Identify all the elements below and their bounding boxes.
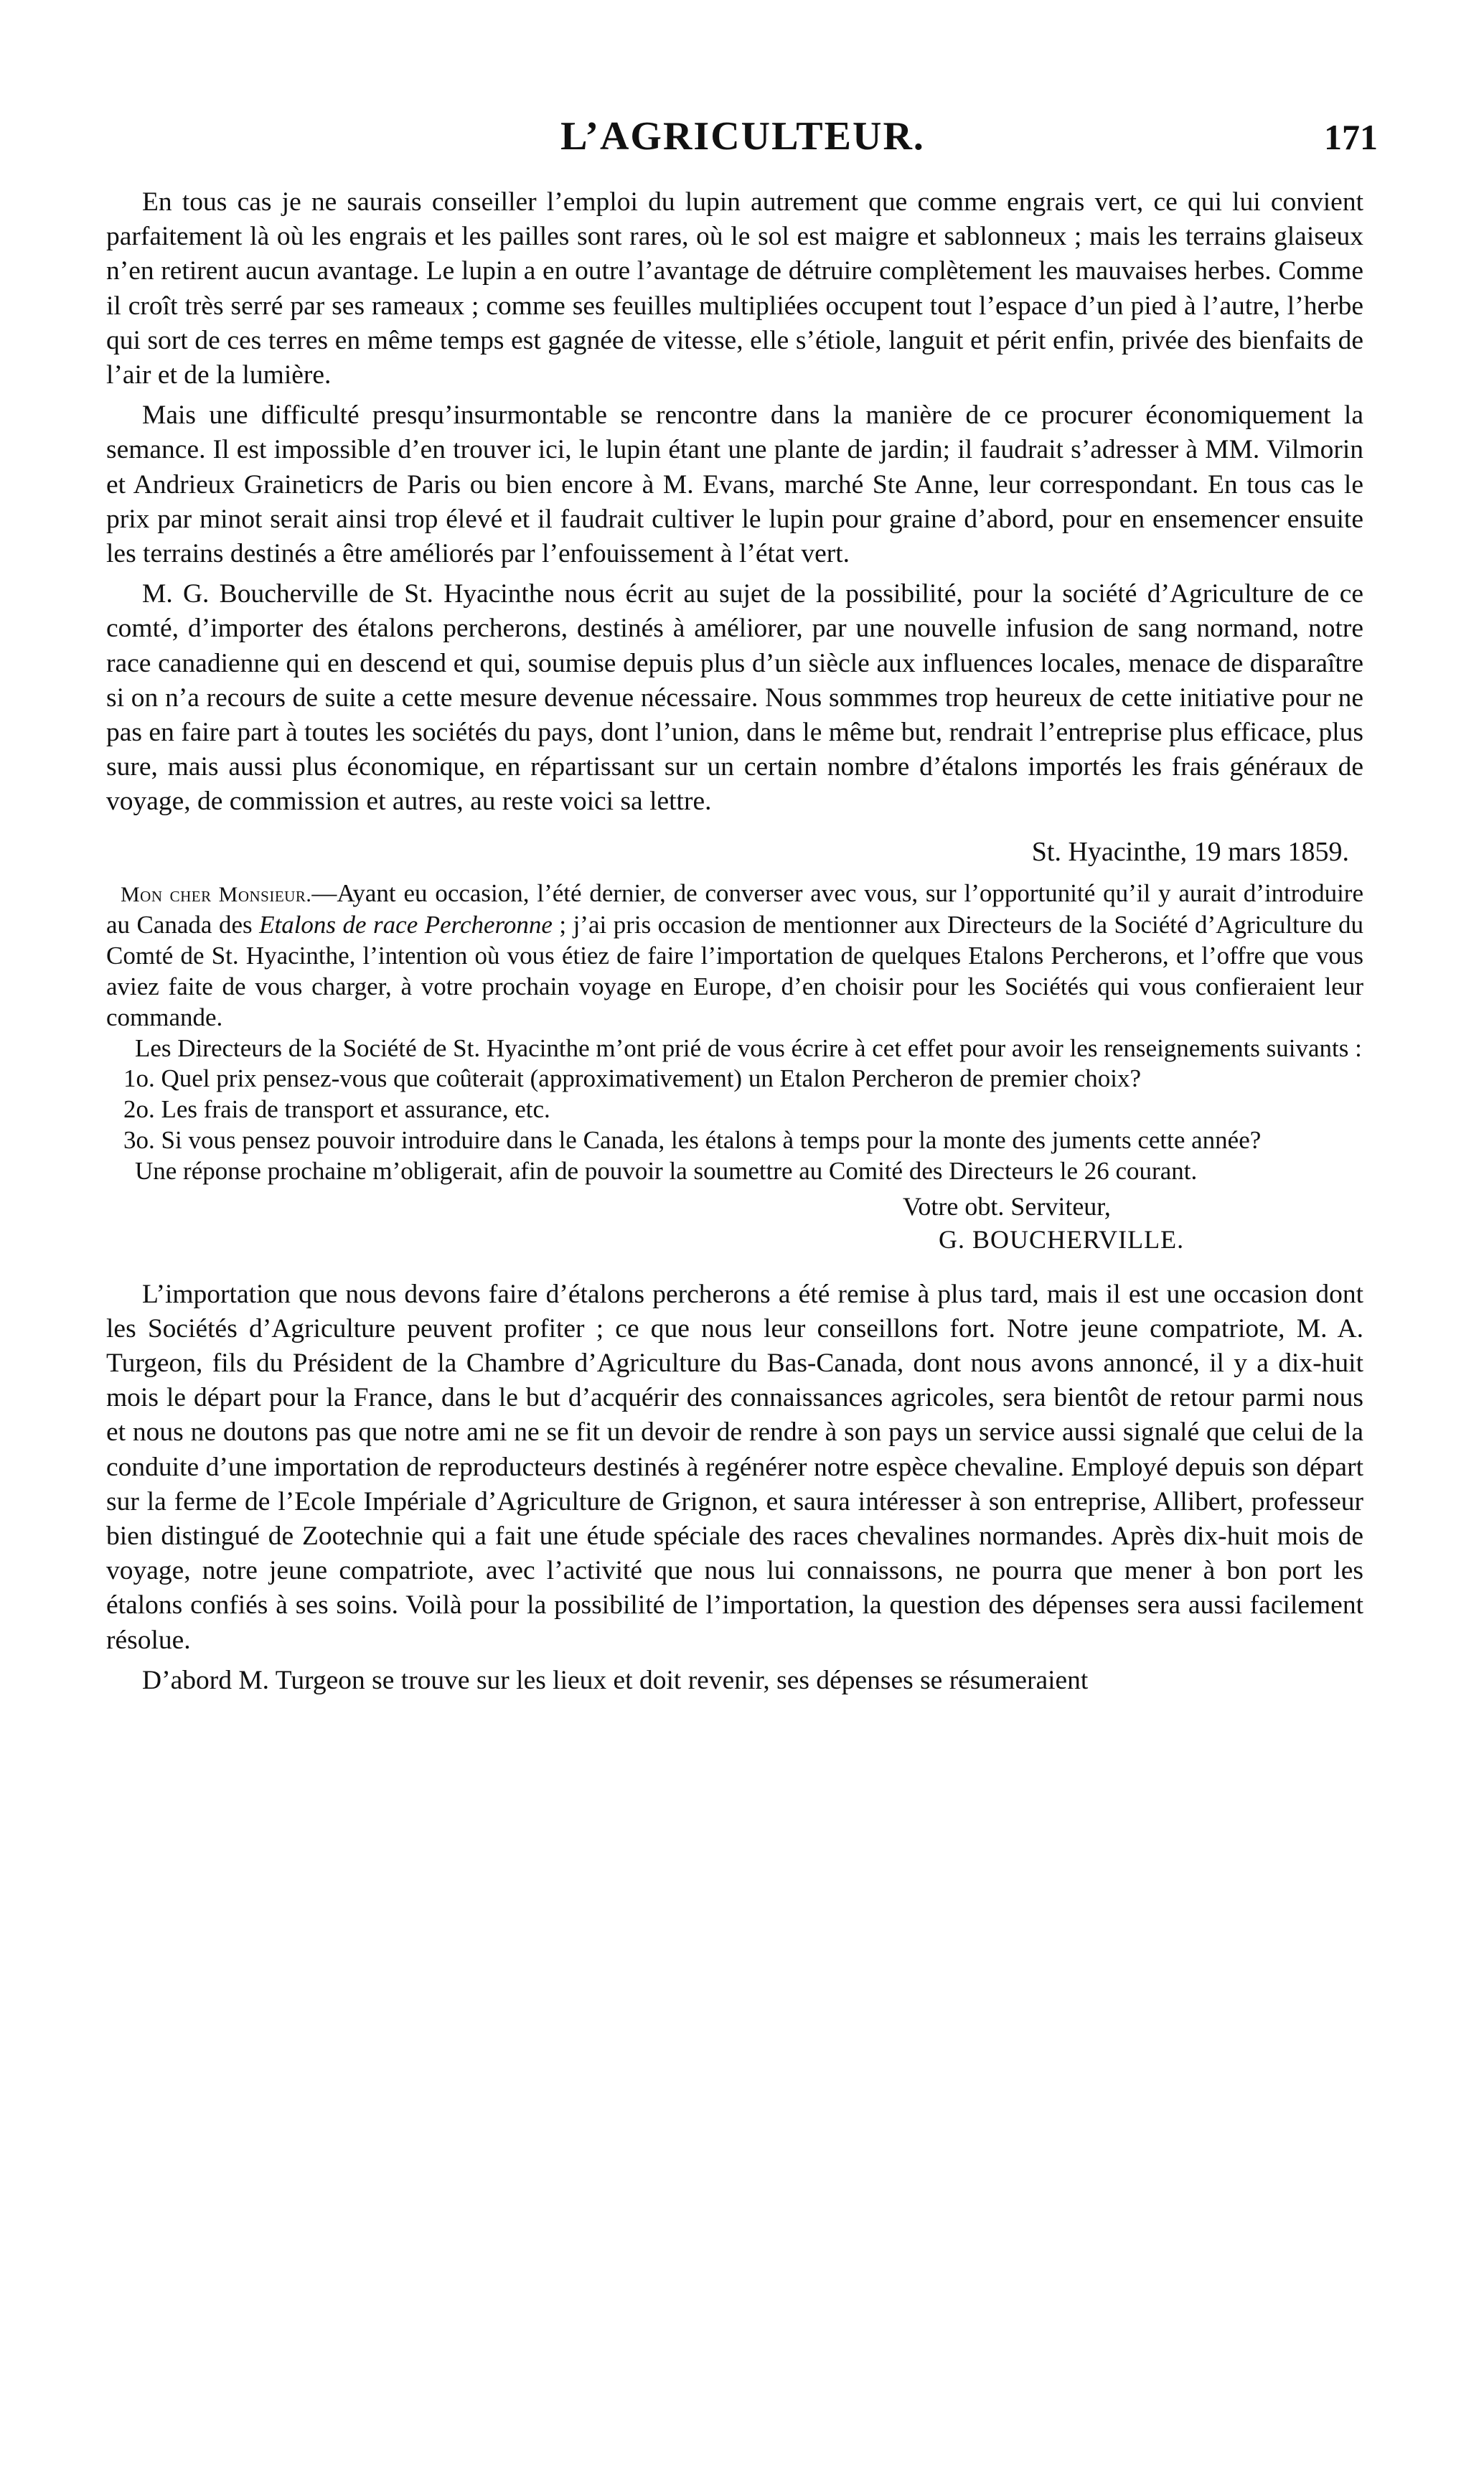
letter-italic-phrase: Etalons de race Percheronne bbox=[259, 911, 553, 939]
letter-salutation: Mon cher Monsieur. bbox=[121, 882, 312, 906]
letter-opening-paragraph bbox=[106, 878, 1363, 1033]
page-header bbox=[108, 113, 1378, 178]
letter-question-1: 1o. Quel prix pensez-vous que coûterait (approximativement) un Etalon Percheron de premier choix? bbox=[123, 1064, 1141, 1093]
letter-closing: Votre obt. Serviteur, bbox=[903, 1191, 1111, 1221]
paragraph-seed-difficulty: Mais une difficulté presqu’insurmontable se rencontre dans la manière de ce procurer économiquement la semance. Il est impossible d’en trouver ici, le lupin étant une plante de jardin; il faudrait s’adresser à MM. Vilmorin et Andrieux Graineticrs de Paris ou bien encore à M. Evans, marché Ste Anne, leur correspondant. En tous cas le prix par minot serait ainsi trop élevé et il faudrait cultiver le lupin pour graine d’abord, pour en ensemencer ensuite les terrains destinés a être améliorés par l’enfouissement à l’état vert. bbox=[106, 400, 1363, 569]
letter-body-part: ; j’ai pris occasion de mentionner aux Directeurs de la Société d’Agriculture du Comté de St. Hyacinthe, l’intention où vous étiez de faire l’importation de quelques Etalons Percherons, et l’offre que vous aviez faite de vous charger, à votre prochain voyage en Europe, d’en choisir pour les Sociétés qui vous confieraient leur commande. bbox=[106, 911, 1363, 1031]
letter-signature: G. BOUCHERVILLE. bbox=[939, 1224, 1185, 1254]
letter-final-paragraph: Une réponse prochaine m’obligerait, afin de pouvoir la soumettre au Comité des Directeurs le 26 courant. bbox=[135, 1156, 1198, 1185]
letter-dateline: St. Hyacinthe, 19 mars 1859. bbox=[1031, 836, 1349, 867]
letter-request-paragraph: Les Directeurs de la Société de St. Hyacinthe m’ont prié de vous écrire à cet effet pour avoir les renseignements suivants : bbox=[135, 1033, 1362, 1062]
paragraph-lupin-green-manure: En tous cas je ne saurais conseiller l’emploi du lupin autrement que comme engrais vert, ce qui lui convient parfaitement là où les engrais et les pailles sont rares, où le sol est maigre et sablonneux ; mais les terrains glaiseux n’en retirent aucun avantage. Le lupin a en outre l’avantage de détruire complètement les mauvaises herbes. Comme il croît très serré par ses rameaux ; comme ses feuilles multipliées occupent tout l’espace d’un pied à l’autre, l’herbe qui sort de ces terres en même temps est gagnée de vitesse, elle s’étiole, languit et périt enfin, privée des bienfaits de l’air et de la lumière. bbox=[106, 187, 1363, 390]
letter-body-part: —Ayant eu occasion, l’été dernier, de converser avec vous, sur l’opportunité qu’il y aurait d’introduire au Canada des bbox=[106, 878, 1363, 939]
letter-question-3: 3o. Si vous pensez pouvoir introduire dans le Canada, les étalons à temps pour la monte des juments cette année? bbox=[123, 1126, 1262, 1155]
quoted-letter bbox=[106, 878, 1363, 1256]
letter-signature-block bbox=[106, 1190, 1363, 1256]
running-title: L’AGRICULTEUR. bbox=[560, 114, 925, 159]
page-body bbox=[106, 185, 1363, 1698]
page-number: 171 bbox=[1324, 117, 1378, 157]
letter-question-2: 2o. Les frais de transport et assurance, etc. bbox=[123, 1095, 550, 1124]
paragraph-turgeon-importation: L’importation que nous devons faire d’étalons percherons a été remise à plus tard, mais il est une occasion dont les Sociétés d’Agriculture peuvent profiter ; ce que nous leur conseillons fort. Notre jeune compatriote, M. A. Turgeon, fils du Président de la Chambre d’Agriculture du Bas-Canada, dont nous avons annoncé, il y a dix-huit mois le départ pour la France, dans le but d’acquérir des connaissances agricoles, sera bientôt de retour parmi nous et nous ne doutons pas que notre ami ne se fit un devoir de rendre à son pays un service aussi signalé que celui de la conduite d’une importation de reproducteurs destinés à regénérer notre espèce chevaline. Employé depuis son départ sur la ferme de l’Ecole Impériale d’Agriculture de Grignon, et saura intéresser à son entreprise, Allibert, professeur bien distingué de Zootechnie qui a fait une étude spéciale des races chevalines normandes. Après dix-huit mois de voyage, notre jeune compatriote, avec l’activité que nous lui connaissons, ne pourra que mener à bon port les étalons confiés à ses soins. Voilà pour la possibilité de l’importation, la question des dépenses sera aussi facilement résolue. bbox=[106, 1279, 1363, 1655]
paragraph-boucherville-intro: M. G. Boucherville de St. Hyacinthe nous écrit au sujet de la possibilité, pour la société d’Agriculture de ce comté, d’importer des étalons percherons, destinés à améliorer, par une nouvelle infusion de sang normand, notre race canadienne qui en descend et qui, soumise depuis plus d’un siècle aux influences locales, menace de disparaître si on n’a recours de suite a cette mesure devenue nécessaire. Nous sommmes trop heureux de cette initiative pour ne pas en faire part à toutes les sociétés du pays, dont l’union, dans le même but, rendrait l’entreprise plus efficace, plus sure, mais aussi plus économique, en répartissant sur un certain nombre d’étalons importés les frais généraux de voyage, de commission et autres, au reste voici sa lettre. bbox=[106, 579, 1363, 817]
paragraph-expenses: D’abord M. Turgeon se trouve sur les lieux et doit revenir, ses dépenses se résumeraient bbox=[142, 1665, 1089, 1695]
